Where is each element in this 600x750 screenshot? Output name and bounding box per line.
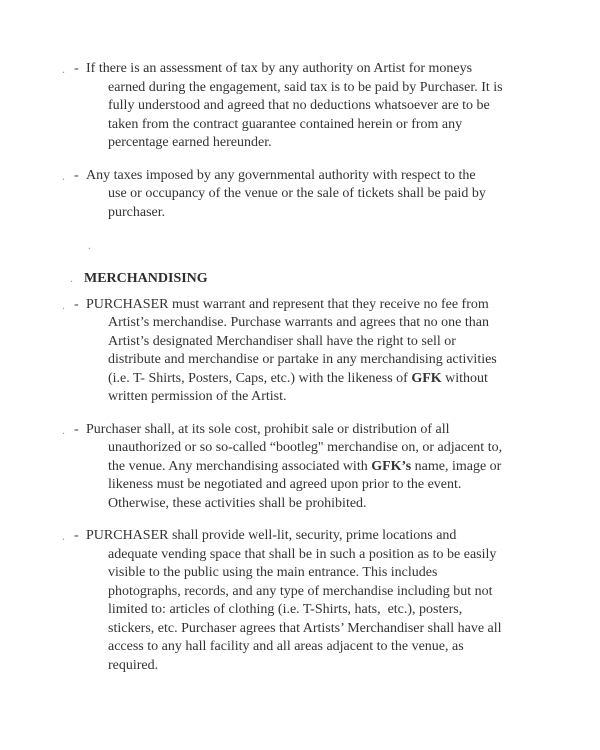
list-marker-dash: -	[74, 167, 79, 183]
contract-clause	[62, 60, 580, 153]
clause-line: If there is an assessment of tax by any authority on Artist for moneys	[86, 61, 473, 76]
clause-line: likeness must be negotiated and agreed upon prior to the event.	[108, 477, 462, 492]
list-marker-dash: -	[74, 296, 79, 312]
clause-line: Artist’s merchandise. Purchase warrants and agrees that no one than	[108, 315, 489, 330]
list-marker-dash: -	[74, 528, 79, 543]
clause-line: Artist’s designated Merchandiser shall have the right to sell or	[108, 333, 456, 349]
clause-line: adequate vending space that shall be in such a position as to be easily	[108, 546, 497, 562]
clause-line: access to any hall facility and all areas adjacent to the venue, as	[108, 639, 464, 654]
taxes-clause-list	[62, 60, 580, 222]
contract-clause	[62, 167, 580, 223]
merchandising-clause-list	[62, 296, 580, 676]
clause-line: limited to: articles of clothing (i.e. T-Shirts, hats, etc.), posters,	[108, 602, 463, 617]
clause-line: percentage earned hereunder.	[108, 135, 272, 150]
contract-clause	[62, 527, 580, 675]
list-marker-dash: -	[74, 421, 79, 437]
list-marker-dot: .	[62, 168, 65, 183]
clause-line: PURCHASER must warrant and represent that they receive no fee from	[86, 296, 489, 312]
list-marker-dot: .	[62, 529, 65, 543]
clause-line: Otherwise, these activities shall be prohibited.	[108, 495, 367, 511]
list-marker-dot: .	[62, 422, 65, 437]
list-marker-dot: .	[88, 238, 91, 252]
clause-line: Purchaser shall, at its sole cost, prohibit sale or distribution of all	[86, 421, 450, 437]
clause-line: purchaser.	[108, 204, 166, 220]
contract-clause	[62, 421, 580, 514]
clause-line: the venue. Any merchandising associated with GFK’s name, image or	[108, 458, 502, 474]
clause-line: (i.e. T- Shirts, Posters, Caps, etc.) with the likeness of GFK without	[108, 370, 488, 386]
clause-line: written permission of the Artist.	[108, 389, 287, 404]
list-marker-dot: .	[70, 270, 73, 285]
contract-clause	[62, 296, 580, 407]
clause-line: fully understood and agreed that no deductions whatsoever are to be	[108, 98, 490, 113]
clause-line: earned during the engagement, said tax is to be paid by Purchaser. It is	[108, 79, 503, 95]
clause-line: unauthorized or so so-called “bootleg" merchandise on, or adjacent to,	[108, 440, 503, 455]
list-marker-dot: .	[62, 62, 65, 76]
clause-line: PURCHASER shall provide well-lit, security, prime locations and	[86, 528, 457, 543]
list-marker-dash: -	[74, 61, 79, 76]
section-heading: MERCHANDISING	[84, 270, 208, 286]
clause-line: photographs, records, and any type of merchandise including but not	[108, 583, 493, 599]
clause-line: use or occupancy of the venue or the sale of tickets shall be paid by	[108, 186, 486, 201]
empty-list-item	[62, 236, 580, 255]
clause-line: Any taxes imposed by any governmental authority with respect to the	[86, 167, 476, 183]
clause-line: required.	[108, 657, 159, 673]
clause-line: visible to the public using the main entrance. This includes	[108, 565, 438, 580]
list-marker-dot: .	[62, 297, 65, 312]
section-heading-row	[62, 269, 580, 288]
clause-line: distribute and merchandise or partake in any merchandising activities	[108, 352, 497, 367]
clause-line: stickers, etc. Purchaser agrees that Artists’ Merchandiser shall have all	[108, 620, 502, 636]
clause-line: taken from the contract guarantee contained herein or from any	[108, 116, 463, 132]
